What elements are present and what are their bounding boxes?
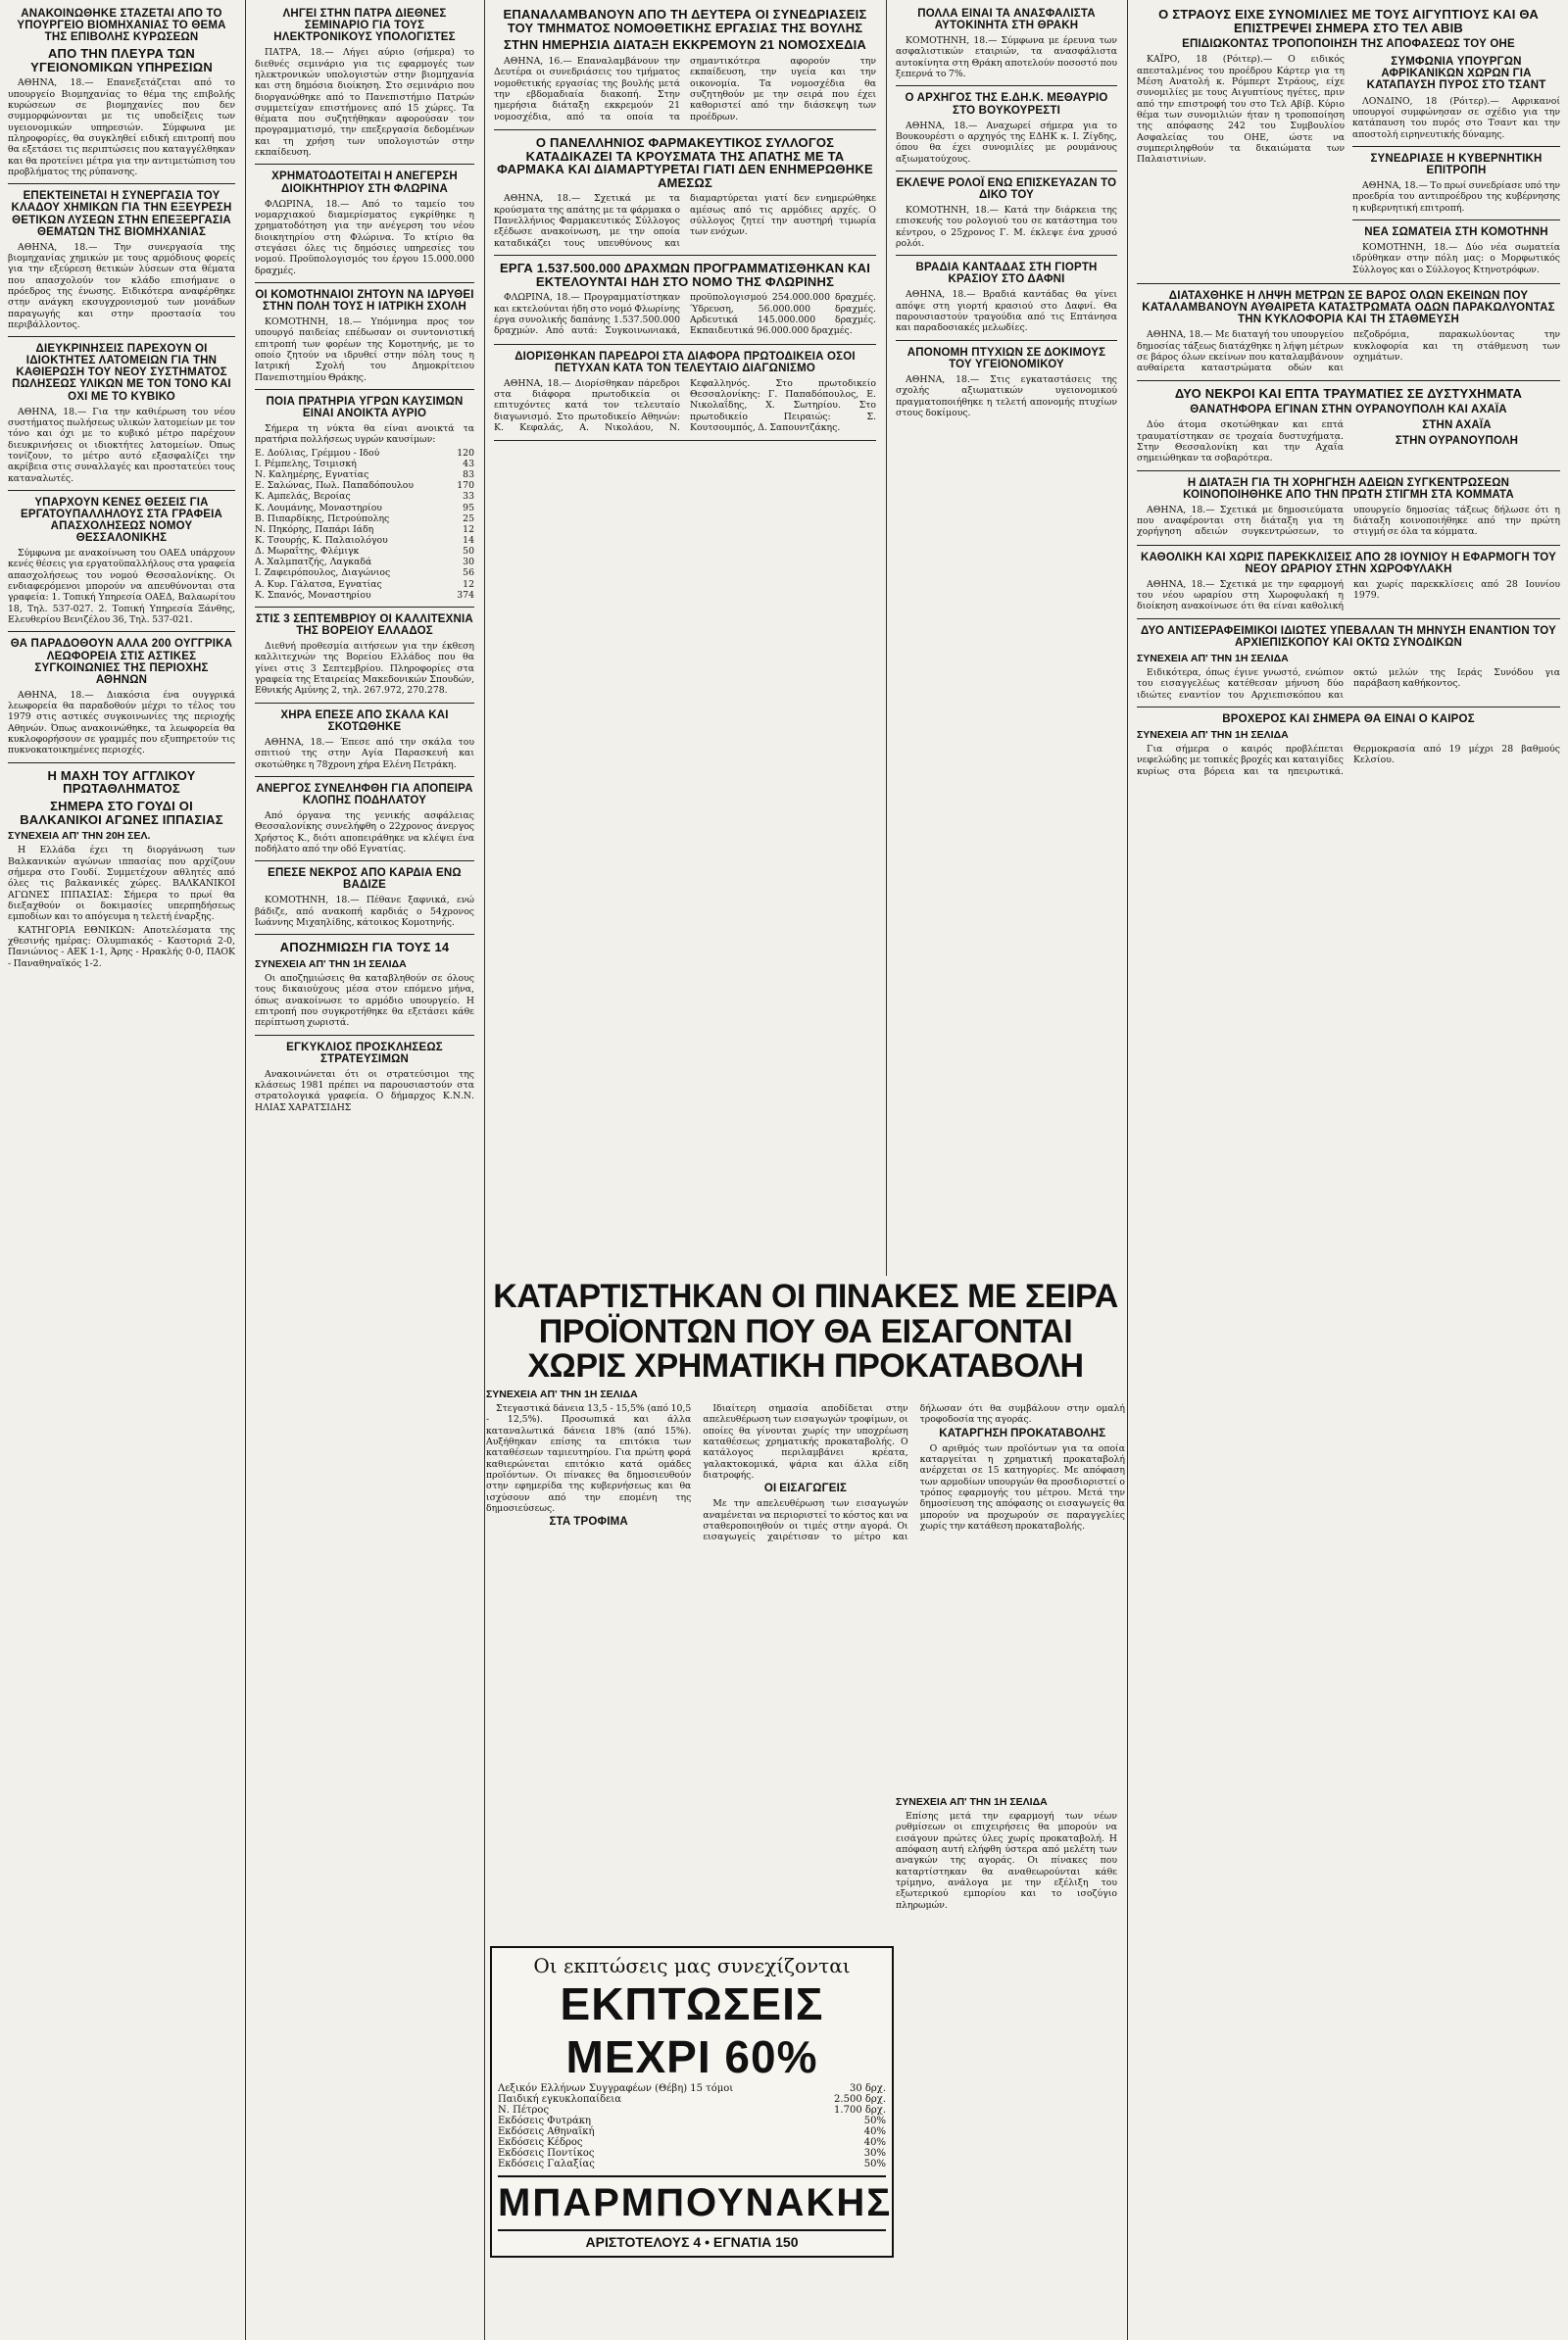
headline: ΝΕΑ ΣΩΜΑΤΕΙΑ ΣΤΗ ΚΟΜΟΤΗΝΗ — [1364, 225, 1548, 238]
station-row — [255, 567, 474, 578]
headline: Ο ΠΑΝΕΛΛΗΝΙΟΣ ΦΑΡΜΑΚΕΥΤΙΚΟΣ ΣΥΛΛΟΓΟΣ ΚΑΤΑΔΙΚΑΖΕΙ ΤΑ ΚΡΟΥΣΜΑΤΑ ΤΗΣ ΑΠΑΤΗΣ ΜΕ ΤΑ ΦΑΡΜΑΚΑ ΚΑΙ ΔΙΑΜΑΡΤΥΡΕΤΑΙ ΓΙΑΤΙ ΔΕΝ ΕΝΗΜΕΡΩΘΗΚΕ ΑΜΕΣΩΣ — [497, 134, 873, 190]
main-headline: ΚΑΤΑΡΤΙΣΤΗΚΑΝ ΟΙ ΠΙΝΑΚΕΣ ΜΕ ΣΕΙΡΑ ΠΡΟΪΟΝΤΩΝ ΠΟΥ ΘΑ ΕΙΣΑΓΟΝΤΑΙ ΧΩΡΙΣ ΧΡΗΜΑΤΙΚΗ ΠΡΟΚΑΤΑΒΟΛΗ — [493, 1278, 1118, 1386]
continuation-label: ΣΥΝΕΧΕΙΑ ΑΠ' ΤΗΝ 1Η ΣΕΛΙΔΑ — [255, 958, 407, 971]
advertisement — [490, 1946, 894, 2258]
ad-item-label: Λεξικόν Ελλήνων Συγγραφέων (Θέβη) 15 τόμοι — [498, 2083, 734, 2094]
headline: Η ΔΙΑΤΑΞΗ ΓΙΑ ΤΗ ΧΟΡΗΓΗΣΗ ΑΔΕΙΩΝ ΣΥΓΚΕΝΤΡΩΣΕΩΝ ΚΟΙΝΟΠΟΙΗΘΗΚΕ ΑΠΟ ΤΗΝ ΠΡΩΤΗ ΣΤΙΓΜΗ ΣΤΑ ΚΟΜΜΑΤΑ — [1183, 476, 1514, 501]
station-number: 95 — [463, 502, 474, 513]
headline: ΕΚΛΕΨΕ ΡΟΛΟΪ ΕΝΩ ΕΠΙΣΚΕΥΑΖΑΝ ΤΟ ΔΙΚΟ ΤΟΥ — [896, 176, 1117, 201]
article-text: Στεγαστικά δάνεια 13,5 - 15,5% (από 10,5 - 12,5%). Προσωπικά και άλλα καταναλωτικά δάνεια 18% (από 15%). Αυξήθηκαν επίσης τα επιτόκια των καταθέσεων ταμιευτηρίου. Για πρώτη φορά καθιερώνεται επιτόκιο κατά ομάδες προϊόντων. Οι πίνακες θα δημοσιευθούν στην εφημερίδα της κυβερνήσεως και θα ισχύσουν από την επομένη της δημοσιεύσεως. ΣΤΑ ΤΡΟΦΙΜΑ Ιδιαίτερη σημασία αποδίδεται στην απελευθέρωση των εισαγωγών τροφίμων, οι οποίες θα γίνονται χωρίς την υποχρέωση καταθέσεως χρηματικής προκαταβολής. Ο κατάλογος περιλαμβάνει κρέατα, γαλακτοκομικά, ψάρια και άλλα είδη διατροφής. ΟΙ ΕΙΣΑΓΩΓΕΙΣ Με την απελευθέρωση των εισαγωγών αναμένεται να περιοριστεί το κόστος και να σταθεροποιηθούν οι τιμές στην αγορά. Οι εισαγωγείς χαιρέτισαν το μέτρο και δήλωσαν ότι θα συμβάλουν στην ομαλή τροφοδοσία της αγοράς. ΚΑΤΑΡΓΗΣΗ ΠΡΟΚΑΤΑΒΟΛΗΣ Ο αριθμός των προϊόντων για τα οποία καταργείται η χρηματική προκαταβολή ανέρχεται σε 15 κατηγορίες. Με απόφαση των αρμοδίων υπουργών θα προσδιοριστεί ο τρόπος εφαρμογής του μέτρου. Μετά την δημοσίευση της απόφασης οι εισαγωγείς θα μπορούν να προχωρούν σε παραγγελίες χωρίς την κατάθεση προκαταβολής. — [486, 1403, 1125, 1543]
article-text: ΑΘΗΝΑ, 16.— Επαναλαμβάνουν την Δευτέρα οι συνεδριάσεις του τμήματος νομοθετικής εργασίας της βουλής μετά την εβδομαδιαία διακοπή. Στην ημερήσια διάταξη εκκρεμούν 21 νομοσχέδια, από τα οποία τα σημαντικότερα αφορούν την εκπαίδευση, την υγεία και την οικονομία. Τα νομοσχέδια θα συζητηθούν με την σειρά που έχει καθοριστεί από την διάσκεψη των προέδρων. — [494, 55, 876, 122]
station-name: Α. Χαλμπατζής, Λαγκαδά — [255, 557, 372, 568]
headline: ΣΤΙΣ 3 ΣΕΠΤΕΜΒΡΙΟΥ ΟΙ ΚΑΛΛΙΤΕΧΝΙΑ ΤΗΣ ΒΟΡΕΙΟΥ ΕΛΛΑΔΟΣ — [256, 612, 473, 638]
article-text: ΑΘΗΝΑ, 18.— Σχετικά με την εφαρμογή του νέου ωραρίου στη Χωροφυλακή η διοίκηση ανακοίνωσε ότι θα είναι καθολική και χωρίς παρεκκλίσεις από 28 Ιουνίου 1979. — [1137, 578, 1560, 612]
headline: ΠΟΛΛΑ ΕΙΝΑΙ ΤΑ ΑΝΑΣΦΑΛΙΣΤΑ ΑΥΤΟΚΙΝΗΤΑ ΣΤΗ ΘΡΑΚΗ — [917, 8, 1096, 32]
station-row — [255, 535, 474, 546]
ad-item-value: 50% — [863, 2159, 886, 2169]
station-number: 43 — [463, 458, 474, 469]
headline: ΘΑ ΠΑΡΑΔΟΘΟΥΝ ΑΛΛΑ 200 ΟΥΓΓΡΙΚΑ ΛΕΩΦΟΡΕΙΑ ΣΤΙΣ ΑΣΤΙΚΕΣ ΣΥΓΚΟΙΝΩΝΙΕΣ ΤΗΣ ΠΕΡΙΟΧΗΣ ΑΘΗΝΩΝ — [10, 638, 233, 686]
headline: ΟΙ ΚΟΜΟΤΗΝΑΙΟΙ ΖΗΤΟΥΝ ΝΑ ΙΔΡΥΘΕΙ ΣΤΗΝ ΠΟΛΗ ΤΟΥΣ Η ΙΑΤΡΙΚΗ ΣΧΟΛΗ — [255, 288, 474, 313]
continuation-label: ΣΥΝΕΧΕΙΑ ΑΠ' ΤΗΝ 1Η ΣΕΛΙΔΑ — [896, 1796, 1048, 1808]
ad-item-value: 2.500 δρχ. — [834, 2094, 886, 2105]
article-text: ΦΛΩΡΙΝΑ, 18.— Προγραμματίστηκαν και εκτελούνται ήδη στο νομό Φλωρίνης έργα συνολικής δαπάνης 1.537.500.000 δραχμών. Από αυτά: Συγκοινωνιακά, προϋπολογισμού 254.000.000 δραχμές. Ύδρευση, 56.000.000 δραχμές. Αρδευτικά 145.000.000 δραχμές. Εκπαιδευτικά 96.000.000 δραχμές. — [494, 292, 876, 337]
article-text: ΚΑΪΡΟ, 18 (Ρόιτερ).— Ο ειδικός απεσταλμένος του προέδρου Κάρτερ για τη Μέση Ανατολή κ. Ρόμπερτ Στράους, είχε συνομιλίες με τους Αιγυπτίους ηγέτες, πριν από την επιστροφή του στο Τελ Αβίβ. Κύριο θέμα των συνομιλιών ήταν η τροποποίηση της απόφασης 242 του Συμβουλίου Ασφαλείας του ΟΗΕ, ώστε να συμπεριληφθούν τα δικαιώματα των Παλαιστινίων. — [1137, 54, 1345, 166]
station-number: 12 — [463, 523, 474, 535]
station-number: 56 — [463, 567, 474, 579]
station-name: Ι. Ρέμπελης, Τσιμισκή — [255, 458, 357, 469]
station-row — [255, 469, 474, 480]
ad-item — [498, 2105, 886, 2116]
article-text: ΚΟΜΟΤΗΝΗ, 18.— Σύμφωνα με έρευνα των ασφαλιστικών εταιριών, τα ανασφάλιστα αυτοκίνητα στη Θράκη αποτελούν ποσοστό που ξεπερνά το 7%. — [896, 35, 1117, 80]
headline: ΒΡΟΧΕΡΟΣ ΚΑΙ ΣΗΜΕΡΑ ΘΑ ΕΙΝΑΙ Ο ΚΑΙΡΟΣ — [1222, 712, 1475, 725]
ad-brand: ΜΠΑΡΜΠΟΥΝΑΚΗΣ — [498, 2175, 886, 2231]
headline: ΠΟΙΑ ΠΡΑΤΗΡΙΑ ΥΓΡΩΝ ΚΑΥΣΙΜΩΝ ΕΙΝΑΙ ΑΝΟΙΚΤΑ ΑΥΡΙΟ — [266, 395, 464, 420]
headline: ΣΥΝΕΔΡΙΑΣΕ Η ΚΥΒΕΡΝΗΤΙΚΗ ΕΠΙΤΡΟΠΗ — [1370, 152, 1543, 176]
column-2 — [247, 0, 482, 2340]
station-number: 33 — [463, 491, 474, 503]
subheadline: ΣΤΗΝ ΗΜΕΡΗΣΙΑ ΔΙΑΤΑΞΗ ΕΚΚΡΕΜΟΥΝ 21 ΝΟΜΟΣΧΕΔΙΑ — [503, 37, 867, 53]
headline: ΣΗΜΕΡΑ ΣΤΟ ΓΟΥΔΙ ΟΙ ΒΑΛΚΑΝΙΚΟΙ ΑΓΩΝΕΣ ΙΠΠΑΣΙΑΣ — [20, 798, 223, 827]
article-text: ΑΘΗΝΑ, 18.— Διορίσθηκαν πάρεδροι στα διάφορα πρωτοδικεία οι επιτυχόντες κατά τον τελευταίο διαγωνισμό. Στο πρωτοδικείο Αθηνών: Κ. Κεφαλάς, Α. Νικολάου, Ν. Κεφαλληνός. Στο πρωτοδικείο Θεσσαλονίκης: Γ. Παπαδόπουλος, Ε. Νικολαΐδης, Χ. Σωτηρίου. Στο πρωτοδικείο Πειραιώς: Σ. Κουτσουμπός, Δ. Σαπουντζάκης. — [494, 377, 876, 434]
column-5 — [1129, 0, 1568, 2340]
station-row — [255, 480, 474, 491]
subheading: ΟΙ ΕΙΣΑΓΩΓΕΙΣ — [763, 1483, 848, 1495]
article-text: ΑΘΗΝΑ, 18.— Σχετικά με τα κρούσματα της απάτης με τα φάρμακα ο Πανελλήνιος Φαρμακευτικός Σύλλογος εξέδωσε ανακοίνωση, με την οποία καταδικάζει τους υπευθύνους και διαμαρτύρεται γιατί δεν ενημερώθηκε αμέσως από τις αρμόδιες αρχές. Ο σύλλογος ζητεί την αυστηρή τιμωρία των ενόχων. — [494, 193, 876, 249]
headline: ΚΑΘΟΛΙΚΗ ΚΑΙ ΧΩΡΙΣ ΠΑΡΕΚΚΛΙΣΕΙΣ ΑΠΟ 28 ΙΟΥΝΙΟΥ Η ΕΦΑΡΜΟΓΗ ΤΟΥ ΝΕΟΥ ΩΡΑΡΙΟΥ ΣΤΗΝ ΧΩΡΟΦΥΛΑΚΗ — [1140, 551, 1556, 575]
subheadline: ΘΑΝΑΤΗΦΟΡΑ ΕΓΙΝΑΝ ΣΤΗΝ ΟΥΡΑΝΟΥΠΟΛΗ ΚΑΙ ΑΧΑΪΑ — [1190, 404, 1507, 416]
ad-item — [498, 2148, 886, 2159]
article-text: Για σήμερα ο καιρός προβλέπεται νεφελώδης με τοπικές βροχές και καταιγίδες κυρίως στα βόρεια και τα ηπειρωτικά. Θερμοκρασία από 19 μέχρι 28 βαθμούς Κελσίου. — [1137, 743, 1560, 777]
article-text: Διεθνή προθεσμία αιτήσεων για την έκθεση καλλιτεχνών της Βορείου Ελλάδος που θα γίνει στις 3 Σεπτεμβρίου. Πληροφορίες στα γραφεία της Εταιρείας Μακεδονικών Σπουδών, Εθνικής Αμύνης 2, τηλ. 267.972, 270.278. — [255, 641, 474, 697]
ad-item-label: Εκδόσεις Γαλαξίας — [498, 2159, 595, 2169]
station-number: 12 — [463, 578, 474, 590]
station-number: 120 — [457, 447, 474, 459]
station-name: Κ. Σπανός, Μοναστηρίου — [255, 589, 371, 601]
ad-item-value: 30% — [863, 2148, 886, 2159]
station-name: Ε. Δούλιας, Γρέμμου - Ιδού — [255, 447, 380, 459]
ad-item-label: Εκδόσεις Κέδρος — [498, 2137, 583, 2148]
article-text: ΑΘΗΝΑ, 18.— Σχετικά με δημοσιεύματα που αναφέρονται στη διάταξη για τη χορήγηση αδειών συγκεντρώσεων, το υπουργείο δημοσίας τάξεως δήλωσε ότι η διάταξη κοινοποιήθηκε από την πρώτη στιγμή σε όλα τα κόμματα. — [1137, 504, 1560, 538]
station-row — [255, 448, 474, 459]
station-row — [255, 513, 474, 524]
article-text: ΑΘΗΝΑ, 18.— Διακόσια ένα ουγγρικά λεωφορεία θα παραδοθούν μέχρι το τέλος του 1979 στις αστικές συγκοινωνίες της περιοχής Αθηνών. Όπως ανακοινώθηκε, τα λεωφορεία θα κυκλοφορήσουν σε γραμμές που εξυπηρετούν τις πυκνοκατοικημένες περιοχές. — [8, 689, 235, 756]
headline: ΕΠΑΝΑΛΑΜΒΑΝΟΥΝ ΑΠΟ ΤΗ ΔΕΥΤΕΡΑ ΟΙ ΣΥΝΕΔΡΙΑΣΕΙΣ ΤΟΥ ΤΜΗΜΑΤΟΣ ΝΟΜΟΘΕΤΙΚΗΣ ΕΡΓΑΣΙΑΣ ΤΗΣ ΒΟΥΛΗΣ — [503, 7, 867, 35]
ad-item-value: 50% — [863, 2116, 886, 2126]
headline: ΛΗΓΕΙ ΣΤΗΝ ΠΑΤΡΑ ΔΙΕΘΝΕΣ ΣΕΜΙΝΑΡΙΟ ΓΙΑ ΤΟΥΣ ΗΛΕΚΤΡΟΝΙΚΟΥΣ ΥΠΟΛΟΓΙΣΤΕΣ — [273, 8, 456, 44]
column-1 — [0, 0, 243, 2340]
continuation-label: ΣΥΝΕΧΕΙΑ ΑΠ' ΤΗΝ 1Η ΣΕΛΙΔΑ — [1137, 728, 1289, 741]
subheading: ΚΑΤΑΡΓΗΣΗ ΠΡΟΚΑΤΑΒΟΛΗΣ — [939, 1427, 1106, 1439]
headline: ΔΙΟΡΙΣΘΗΚΑΝ ΠΑΡΕΔΡΟΙ ΣΤΑ ΔΙΑΦΟΡΑ ΠΡΩΤΟΔΙΚΕΙΑ ΟΣΟΙ ΠΕΤΥΧΑΝ ΚΑΤΑ ΤΟΝ ΤΕΛΕΥΤΑΙΟ ΔΙΑΓΩΝΙΣΜΟ — [514, 350, 856, 374]
article-text: ΚΟΜΟΤΗΝΗ, 18.— Δύο νέα σωματεία ιδρύθηκαν στην πόλη μας: ο Μορφωτικός Σύλλογος και ο Σύλλογος Κτηνοτρόφων. — [1352, 242, 1560, 275]
article-text: ΑΘΗΝΑ, 18.— Στις εγκαταστάσεις της σχολής αξιωματικών υγειονομικού πραγματοποιήθηκε η τελετή απονομής πτυχίων στους δοκίμους. — [896, 373, 1117, 418]
headline: ΑΠΟΖΗΜΙΩΣΗ ΓΙΑ ΤΟΥΣ 14 — [279, 940, 450, 955]
headline: ΑΝΕΡΓΟΣ ΣΥΝΕΛΗΦΘΗ ΓΙΑ ΑΠΟΠΕΙΡΑ ΚΛΟΠΗΣ ΠΟΔΗΛΑΤΟΥ — [256, 782, 473, 806]
headline: ΔΥΟ ΑΝΤΙΣΕΡΑΦΕΙΜΙΚΟΙ ΙΔΙΩΤΕΣ ΥΠΕΒΑΛΑΝ ΤΗ ΜΗΝΥΣΗ ΕΝΑΝΤΙΟΝ ΤΟΥ ΑΡΧΙΕΠΙΣΚΟΠΟΥ ΚΑΙ ΟΚΤΩ ΣΥΝΟΔΙΚΩΝ — [1141, 624, 1556, 649]
ad-title: ΕΚΠΤΩΣΕΙΣ ΜΕΧΡΙ 60% — [560, 1978, 824, 2082]
ad-item — [498, 2116, 886, 2126]
column-4-lower — [888, 1793, 1125, 1913]
subheadline: ΕΠΙΔΙΩΚΟΝΤΑΣ ΤΡΟΠΟΠΟΙΗΣΗ ΤΗΣ ΑΠΟΦΑΣΕΩΣ ΤΟΥ ΟΗΕ — [1182, 38, 1515, 51]
ad-item — [498, 2126, 886, 2137]
article-text: Ειδικότερα, όπως έγινε γνωστό, ενώπιον του εισαγγελέως κατέθεσαν μήνυση δύο ιδιώτες εναντίον του Αρχιεπισκόπου και οκτώ μελών της Ιεράς Συνόδου για παράβαση καθήκοντος. — [1137, 666, 1560, 701]
column-4 — [888, 0, 1125, 1272]
headline: ΣΥΜΦΩΝΙΑ ΥΠΟΥΡΓΩΝ ΑΦΡΙΚΑΝΙΚΩΝ ΧΩΡΩΝ ΓΙΑ ΚΑΤΑΠΑΥΣΗ ΠΥΡΟΣ ΣΤΟ ΤΣΑΝΤ — [1366, 56, 1546, 92]
ad-item — [498, 2137, 886, 2148]
station-number: 83 — [463, 469, 474, 481]
article-text: ΚΟΜΟΤΗΝΗ, 18.— Κατά την διάρκεια της επισκευής του ρολογιού του σε κατάστημα του κέντρου, ο 25χρονος Γ. Μ. έκλεψε ένα χρυσό ρολόι. — [896, 205, 1117, 249]
ad-item-value: 30 δρχ. — [849, 2083, 886, 2094]
headline: Ο ΣΤΡΑΟΥΣ ΕΙΧΕ ΣΥΝΟΜΙΛΙΕΣ ΜΕ ΤΟΥΣ ΑΙΓΥΠΤΙΟΥΣ ΚΑΙ ΘΑ ΕΠΙΣΤΡΕΨΕΙ ΣΗΜΕΡΑ ΣΤΟ ΤΕΛ ΑΒΙΒ — [1158, 7, 1539, 35]
headline: Ο ΑΡΧΗΓΟΣ ΤΗΣ Ε.ΔΗ.Κ. ΜΕΘΑΥΡΙΟ ΣΤΟ ΒΟΥΚΟΥΡΕΣΤΙ — [905, 92, 1108, 117]
article-text: ΦΛΩΡΙΝΑ, 18.— Από το ταμείο του νομαρχιακού διαμερίσματος εγκρίθηκε η χρηματοδότηση για την ανέγερση του νέου διοικητηρίου στη Φλώρινα. Το κτίριο θα στεγάσει όλες τις δημόσιες υπηρεσίες του νομού. Προϋπολογισμός του έργου 15.000.000 δραχμές. — [255, 198, 474, 276]
station-row — [255, 546, 474, 557]
ad-item-label: Παιδική εγκυκλοπαίδεια — [498, 2094, 621, 2105]
continuation-label: ΣΥΝΕΧΕΙΑ ΑΠ' ΤΗΝ 1Η ΣΕΛΙΔΑ — [486, 1389, 638, 1401]
ad-item-value: 40% — [863, 2137, 886, 2148]
continuation-label: ΣΥΝΕΧΕΙΑ ΑΠ' ΤΗΝ 20Η ΣΕΛ. — [8, 830, 151, 843]
headline: ΕΠΕΣΕ ΝΕΚΡΟΣ ΑΠΟ ΚΑΡΔΙΑ ΕΝΩ ΒΑΔΙΖΕ — [268, 867, 462, 892]
station-name: Δ. Μωραΐτης, Φλέμιγκ — [255, 546, 360, 558]
station-number: 30 — [463, 557, 474, 568]
station-number: 170 — [457, 480, 474, 492]
station-row — [255, 590, 474, 601]
ad-item-label: Εκδόσεις Αθηναϊκή — [498, 2126, 595, 2137]
station-name: Ε. Σαλώνας, Πωλ. Παπαδόπουλου — [255, 480, 415, 492]
station-name: Κ. Αμπελάς, Βεροίας — [255, 491, 351, 503]
headline: Η ΜΑΧΗ ΤΟΥ ΑΓΓΛΙΚΟΥ ΠΡΩΤΑΘΛΗΜΑΤΟΣ — [47, 767, 196, 797]
station-name: Α. Κυρ. Γάλατσα, Εγνατίας — [255, 578, 382, 590]
station-number: 25 — [463, 512, 474, 524]
headline: ΧΡΗΜΑΤΟΔΟΤΕΙΤΑΙ Η ΑΝΕΓΕΡΣΗ ΔΙΟΙΚΗΤΗΡΙΟΥ ΣΤΗ ΦΛΩΡΙΝΑ — [271, 171, 458, 195]
headline: ΑΝΑΚΟΙΝΩΘΗΚΕ ΣΤΑΖΕΤΑΙ ΑΠΟ ΤΟ ΥΠΟΥΡΓΕΙΟ ΒΙΟΜΗΧΑΝΙΑΣ ΤΟ ΘΕΜΑ ΤΗΣ ΕΠΙΒΟΛΗΣ ΚΥΡΩΣΕΩΝ — [17, 8, 226, 44]
article-text: ΑΘΗΝΑ, 18.— Το πρωί συνεδρίασε υπό την προεδρία του αντιπροέδρου της κυβέρνησης η κυβερνητική επιτροπή. — [1352, 179, 1560, 214]
headline: ΔΥΟ ΝΕΚΡΟΙ ΚΑΙ ΕΠΤΑ ΤΡΑΥΜΑΤΙΕΣ ΣΕ ΔΥΣΤΥΧΗΜΑΤΑ — [1174, 385, 1523, 401]
ad-item-label: Εκδόσεις Φυτράκη — [498, 2116, 591, 2126]
station-number: 374 — [457, 589, 474, 601]
station-name: Ν. Πηκόρης, Παπάρι Ιάδη — [255, 523, 374, 535]
headline: ΥΠΑΡΧΟΥΝ ΚΕΝΕΣ ΘΕΣΕΙΣ ΓΙΑ ΕΡΓΑΤΟΥΠΑΛΛΗΛΟΥΣ ΣΤΑ ΓΡΑΦΕΙΑ ΑΠΑΣΧΟΛΗΣΕΩΣ ΝΟΜΟΥ ΘΕΣΣΑΛΟΝΙΚΗΣ — [21, 496, 222, 545]
article-text: Οι αποζημιώσεις θα καταβληθούν σε όλους τους δικαιούχους μέσα στον επόμενο μήνα, όπως ανακοίνωσε το αρμόδιο υπουργείο. Η επιτροπή που συγκροτήθηκε θα εξετάσει κάθε περίπτωση χωριστά. — [255, 973, 474, 1029]
subheadline: ΑΠΟ ΤΗΝ ΠΛΕΥΡΑ ΤΩΝ ΥΓΕΙΟΝΟΜΙΚΩΝ ΥΠΗΡΕΣΙΩΝ — [30, 46, 213, 74]
ad-items — [498, 2083, 886, 2169]
station-name: Κ. Λουμάνης, Μοναστηρίου — [255, 502, 382, 513]
headline: ΕΠΕΚΤΕΙΝΕΤΑΙ Η ΣΥΝΕΡΓΑΣΙΑ ΤΟΥ ΚΛΑΔΟΥ ΧΗΜΙΚΩΝ ΓΙΑ ΤΗΝ ΕΞΕΥΡΕΣΗ ΘΕΤΙΚΩΝ ΛΥΣΕΩΝ ΣΤΗΝ ΕΠΕΞΕΡΓΑΣΙΑ ΘΕΜΑΤΩΝ ΤΗΣ ΒΙΟΜΗΧΑΝΙΑΣ — [11, 190, 232, 238]
article-text: ΑΘΗΝΑ, 18.— Έπεσε από την σκάλα του σπιτιού της στην Αγία Παρασκευή και σκοτώθηκε η 78χρονη χήρα Ελένη Πετράκη. — [255, 736, 474, 770]
subheading: ΣΤΑ ΤΡΟΦΙΜΑ — [549, 1516, 628, 1529]
ad-address: ΑΡΙΣΤΟΤΕΛΟΥΣ 4 • ΕΓΝΑΤΙΑ 150 — [585, 2234, 799, 2250]
headline: ΧΗΡΑ ΕΠΕΣΕ ΑΠΟ ΣΚΑΛΑ ΚΑΙ ΣΚΟΤΩΘΗΚΕ — [280, 708, 449, 733]
subheading: ΣΤΗΝ ΟΥΡΑΝΟΥΠΟΛΗ — [1395, 435, 1519, 448]
station-name: Β. Πιπαρδίκης, Πετρούπολης — [255, 512, 390, 524]
article-text: Δύο άτομα σκοτώθηκαν και επτά τραυματίστηκαν σε τροχαία δυστυχήματα. Στην Θεσσαλονίκη και την Αχαΐα σημειώθηκαν τα σοβαρότερα. ΣΤΗΝ ΑΧΑΪΑ ΣΤΗΝ ΟΥΡΑΝΟΥΠΟΛΗ — [1137, 419, 1560, 463]
article-text: Σύμφωνα με ανακοίνωση του ΟΑΕΔ υπάρχουν κενές θέσεις για εργατοϋπαλλήλους στα γραφεία απασχολήσεως του νομού Θεσσαλονίκης. Οι ενδιαφερόμενοι μπορούν να απευθύνονται στα γραφεία: 1. Τοπική Υπηρεσία ΟΑΕΔ, Βαλαωρίτου 18, Τηλ. 537-027. 2. Τοπική Υπηρεσία Ξάνθης, Ελευθερίου Βενιζέλου 36, Τηλ. 537-021. — [8, 548, 235, 626]
headline: ΑΠΟΝΟΜΗ ΠΤΥΧΙΩΝ ΣΕ ΔΟΚΙΜΟΥΣ ΤΟΥ ΥΓΕΙΟΝΟΜΙΚΟΥ — [906, 346, 1106, 370]
article-text: ΚΟΜΟΤΗΝΗ, 18.— Υπόμνημα προς τον υπουργό παιδείας επέδωσαν οι συντονιστική επιτροπή των φορέων της Κομοτηνής, με το οποίο ζητούν να ιδρυθεί στην πόλη τους η Ιατρική Σχολή του Δημοκρίτειου Πανεπιστημίου Θράκης. — [255, 317, 474, 383]
ad-item-value: 1.700 δρχ. — [834, 2105, 886, 2116]
article-text: Η Ελλάδα έχει τη διοργάνωση των Βαλκανικών αγώνων ιππασίας που αρχίζουν σήμερα στο Γουδί. Συμμετέχουν αθλητές από όλες τις βαλκανικές χώρες. ΒΑΛΚΑΝΙΚΟΙ ΑΓΩΝΕΣ ΙΠΠΑΣΙΑΣ: Σήμερα το πρωί θα διεξαχθούν οι δοκιμασίες υπερπηδήσεως εμποδίων και το απόγευμα η τελετή έναρξης. ΚΑΤΗΓΟΡΙΑ ΕΘΝΙΚΩΝ: Αποτελέσματα της χθεσινής ημέρας: Ολυμπιακός - Καστοριά 2-0, Πανιώνιος - ΑΕΚ 1-1, Άρης - Ηρακλής 0-0, ΠΑΟΚ - Παναθηναϊκός 1-2. — [8, 845, 235, 969]
station-row — [255, 524, 474, 535]
ad-item-label: Ν. Πέτρος — [498, 2105, 550, 2116]
article-text: ΑΘΗΝΑ, 18.— Αναχωρεί σήμερα για το Βουκουρέστι ο αρχηγός της ΕΔΗΚ κ. Ι. Ζίγδης, όπου θα έχει συνομιλίες με ρουμάνους αξιωματούχους. — [896, 120, 1117, 165]
ad-item — [498, 2083, 886, 2094]
headline: ΒΡΑΔΙΑ ΚΑΝΤΑΔΑΣ ΣΤΗ ΓΙΟΡΤΗ ΚΡΑΣΙΟΥ ΣΤΟ ΔΑΦΝΙ — [915, 262, 1098, 286]
station-name: Ι. Ζαφειρόπουλος, Διαγώνιος — [255, 567, 391, 579]
article-text: ΚΟΜΟΤΗΝΗ, 18.— Πέθανε ξαφνικά, ενώ βάδιζε, από ανακοπή καρδιάς ο 54χρονος Ιωάννης Μιχαηλίδης, κάτοικος Κομοτηνής. — [255, 895, 474, 929]
ad-item — [498, 2094, 886, 2105]
ad-slogan: Οι εκπτώσεις μας συνεχίζονται — [533, 1954, 851, 1977]
ad-item — [498, 2159, 886, 2169]
article-text: Επίσης μετά την εφαρμογή των νέων ρυθμίσεων οι επιχειρήσεις θα μπορούν να εισάγουν πρώτες ύλες χωρίς προκαταβολή. Η απόφαση αυτή ελήφθη ύστερα από μελέτη των αναγκών της αγοράς. Οι πίνακες που καταρτίστηκαν θα αναθεωρούνται κάθε τρίμηνο, ανάλογα με την εξέλιξη του εξωτερικού εμπορίου και το ισοζύγιο πληρωμών. — [896, 1811, 1117, 1911]
station-list — [255, 448, 474, 601]
article-text: ΑΘΗΝΑ, 18.— Την συνεργασία της βιομηχανίας χημικών με τους αρμόδιους φορείς για την εξεύρεση θετικών λύσεων στα θέματα που απασχολούν τον κλάδο επισήμανε ο πρόεδρος της ένωσης. Ειδικότερα αναφέρθηκε στην ανάγκη εκσυγχρονισμού των μονάδων παραγωγής και στην προστασία του περιβάλλοντος. — [8, 241, 235, 330]
station-row — [255, 579, 474, 590]
headline: ΔΙΕΥΚΡΙΝΗΣΕΙΣ ΠΑΡΕΧΟΥΝ ΟΙ ΙΔΙΟΚΤΗΤΕΣ ΛΑΤΟΜΕΙΩΝ ΓΙΑ ΤΗΝ ΚΑΘΙΕΡΩΣΗ ΤΟΥ ΝΕΟΥ ΣΥΣΤΗΜΑΤΟΣ ΠΩΛΗΣΕΩΣ ΥΛΙΚΩΝ ΜΕ ΤΟΝ ΤΟΝΟ ΚΑΙ ΟΧΙ ΜΕ ΤΟ ΚΥΒΙΚΟ — [12, 343, 231, 403]
article-text: Από όργανα της γενικής ασφάλειας Θεσσαλονίκης συνελήφθη ο 22χρονος άνεργος Χρήστος Κ., διότι αποπειράθηκε να κλέψει ένα ποδήλατο από την οδό Εγνατίας. — [255, 809, 474, 854]
station-row — [255, 459, 474, 469]
station-number: 14 — [463, 535, 474, 547]
station-name: Κ. Τσουρής, Κ. Παλαιολόγου — [255, 535, 388, 547]
station-row — [255, 557, 474, 567]
headline: ΕΡΓΑ 1.537.500.000 ΔΡΑΧΜΩΝ ΠΡΟΓΡΑΜΜΑΤΙΣΘΗΚΑΝ ΚΑΙ ΕΚΤΕΛΟΥΝΤΑΙ ΗΔΗ ΣΤΟ ΝΟΜΟ ΤΗΣ ΦΛΩΡΙΝΗΣ — [499, 261, 871, 289]
article-text: ΑΘΗΝΑ, 18.— Με διαταγή του υπουργείου δημοσίας τάξεως διατάχθηκε η λήψη μέτρων σε βάρος όλων εκείνων που καταλαμβάνουν αυθαίρετα καταστρώματα οδών και πεζοδρόμια, παρακωλύοντας την κυκλοφορία και τη στάθμευση των οχημάτων. — [1137, 329, 1560, 374]
ad-item-label: Εκδόσεις Ποντίκος — [498, 2148, 595, 2159]
station-name: Ν. Καλημέρης, Εγνατίας — [255, 469, 369, 481]
headline: ΔΙΑΤΑΧΘΗΚΕ Η ΛΗΨΗ ΜΕΤΡΩΝ ΣΕ ΒΑΡΟΣ ΟΛΩΝ ΕΚΕΙΝΩΝ ΠΟΥ ΚΑΤΑΛΑΜΒΑΝΟΥΝ ΑΥΘΑΙΡΕΤΑ ΚΑΤΑΣΤΡΩΜΑΤΑ ΟΔΩΝ ΠΑΡΑΚΩΛΥΟΝΤΑΣ ΤΗΝ ΚΥΚΛΟΦΟΡΙΑ ΚΑΙ ΤΗ ΣΤΑΘΜΕΥΣΗ — [1142, 290, 1555, 326]
station-row — [255, 503, 474, 513]
headline: ΕΓΚΥΚΛΙΟΣ ΠΡΟΣΚΛΗΣΕΩΣ ΣΤΡΑΤΕΥΣΙΜΩΝ — [286, 1041, 443, 1065]
article-text: ΑΘΗΝΑ, 18.— Βραδιά καντάδας θα γίνει απόψε στη γιορτή κρασιού στο Δαφνί. Θα παρουσιαστούν τραγούδια από τις Επτάνησα και παραδοσιακές μελωδίες. — [896, 289, 1117, 334]
article-text: ΛΟΝΔΙΝΟ, 18 (Ρόιτερ).— Αφρικανοί υπουργοί συμφώνησαν σε σχέδιο για την κατάπαυση του πυρός στο Τσαντ και την αποστολή ειρηνευτικής δύναμης. — [1352, 95, 1560, 140]
article-text: Ανακοινώνεται ότι οι στρατεύσιμοι της κλάσεως 1981 πρέπει να παρουσιαστούν στα στρατολογικά γραφεία. Ο δήμαρχος Κ.Ν.Ν. ΗΛΙΑΣ ΧΑΡΑΤΣΙΔΗΣ — [255, 1068, 474, 1113]
article-text: ΑΘΗΝΑ, 18.— Επανεξετάζεται από το υπουργείο Βιομηχανίας το θέμα της επιβολής κυρώσεων σε βιομηχανίες που δεν συμμορφώνονται με τις υποδείξεις των υγειονομικών υπηρεσιών. Σύμφωνα με πληροφορίες, θα συγκληθεί ειδική επιτροπή που θα εξετάσει τις περιπτώσεις που καταγγέλθηκαν και θα προτείνει μέτρα για την αντιμετώπιση του προβλήματος της ρύπανσης. — [8, 77, 235, 178]
subheading: ΣΤΗΝ ΑΧΑΪΑ — [1422, 419, 1492, 432]
article-text: Σήμερα τη νύκτα θα είναι ανοικτά τα πρατήρια πολλήσεως υγρών καυσίμων: — [255, 423, 474, 446]
article-text: ΑΘΗΝΑ, 18.— Για την καθιέρωση του νέου συστήματος πωλήσεως υλικών λατομείων με τον τόνο και όχι με το κυβικό μέτρο παρέχουν διευκρινήσεις οι ιδιοκτήτες λατομείων. Όπως τονίζουν, το μέτρο αυτό εξασφαλίζει την ακρίβεια στις συναλλαγές και προστατεύει τους καταναλωτές. — [8, 406, 235, 484]
station-number: 50 — [463, 546, 474, 558]
article-text: ΠΑΤΡΑ, 18.— Λήγει αύριο (σήμερα) το διεθνές σεμινάριο για τις εφαρμογές των ηλεκτρονικών υπολογιστών στην βιομηχανία και στη δημόσια διοίκηση. Στο σεμινάριο που διοργανώθηκε από το Πανεπιστήμιο Πατρών συμμετείχαν επιστήμονες από 15 χώρες. Τα θέματα που συζητήθηκαν αφορούσαν τον προγραμματισμό, την επεξεργασία δεδομένων και τη χρήση των υπολογιστών στην εκπαίδευση. — [255, 47, 474, 159]
ad-item-value: 40% — [863, 2126, 886, 2137]
station-row — [255, 491, 474, 502]
continuation-label: ΣΥΝΕΧΕΙΑ ΑΠ' ΤΗΝ 1Η ΣΕΛΙΔΑ — [1137, 652, 1289, 664]
